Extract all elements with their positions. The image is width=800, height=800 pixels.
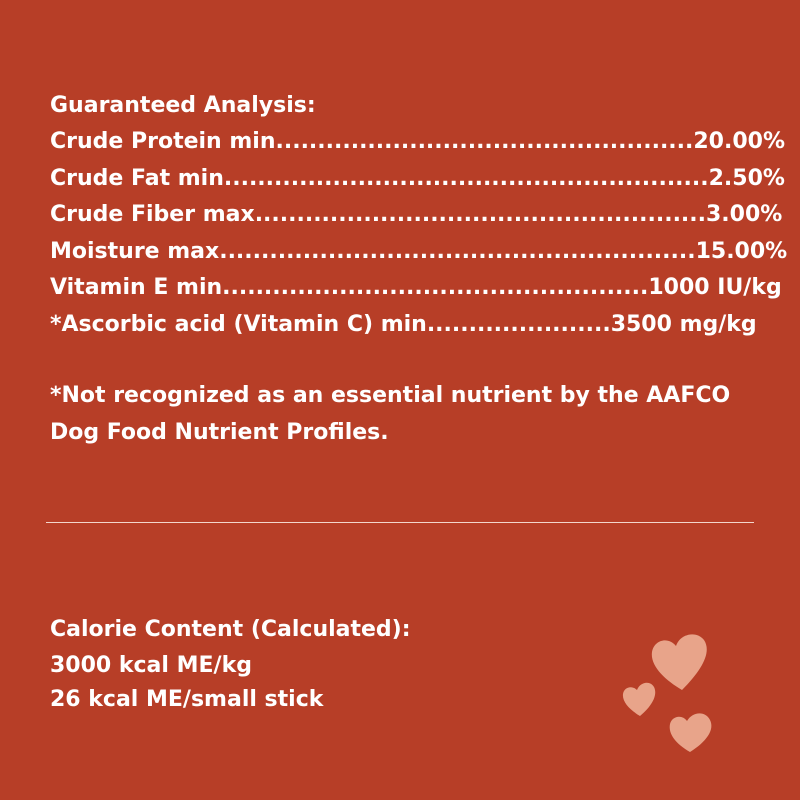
section-divider	[46, 522, 754, 523]
calorie-heading: Calorie Content (Calculated):	[50, 617, 411, 642]
medium-heart-icon	[670, 713, 712, 752]
analysis-row-crude-fiber: Crude Fiber max......................................................3.00%	[50, 202, 783, 227]
small-heart-icon	[623, 683, 655, 716]
aafco-footnote: *Not recognized as an essential nutrient by the AAFCO Dog Food Nutrient Profiles.	[50, 383, 731, 445]
analysis-row-vitamin-e: Vitamin E min...................................................1000 IU/kg	[50, 275, 782, 300]
analysis-row-crude-fat: Crude Fat min..........................................................2.50%	[50, 166, 785, 191]
analysis-row-ascorbic-acid: *Ascorbic acid (Vitamin C) min......................3500 mg/kg	[50, 312, 757, 337]
calorie-row-per-stick: 26 kcal ME/small stick	[50, 687, 324, 712]
analysis-heading: Guaranteed Analysis:	[50, 93, 316, 118]
large-heart-icon	[652, 634, 707, 690]
analysis-row-crude-protein: Crude Protein min..................................................20.00%	[50, 129, 786, 154]
analysis-row-moisture: Moisture max.........................................................15.00%	[50, 239, 788, 264]
calorie-row-per-kg: 3000 kcal ME/kg	[50, 653, 252, 678]
hearts-icon	[610, 630, 730, 760]
